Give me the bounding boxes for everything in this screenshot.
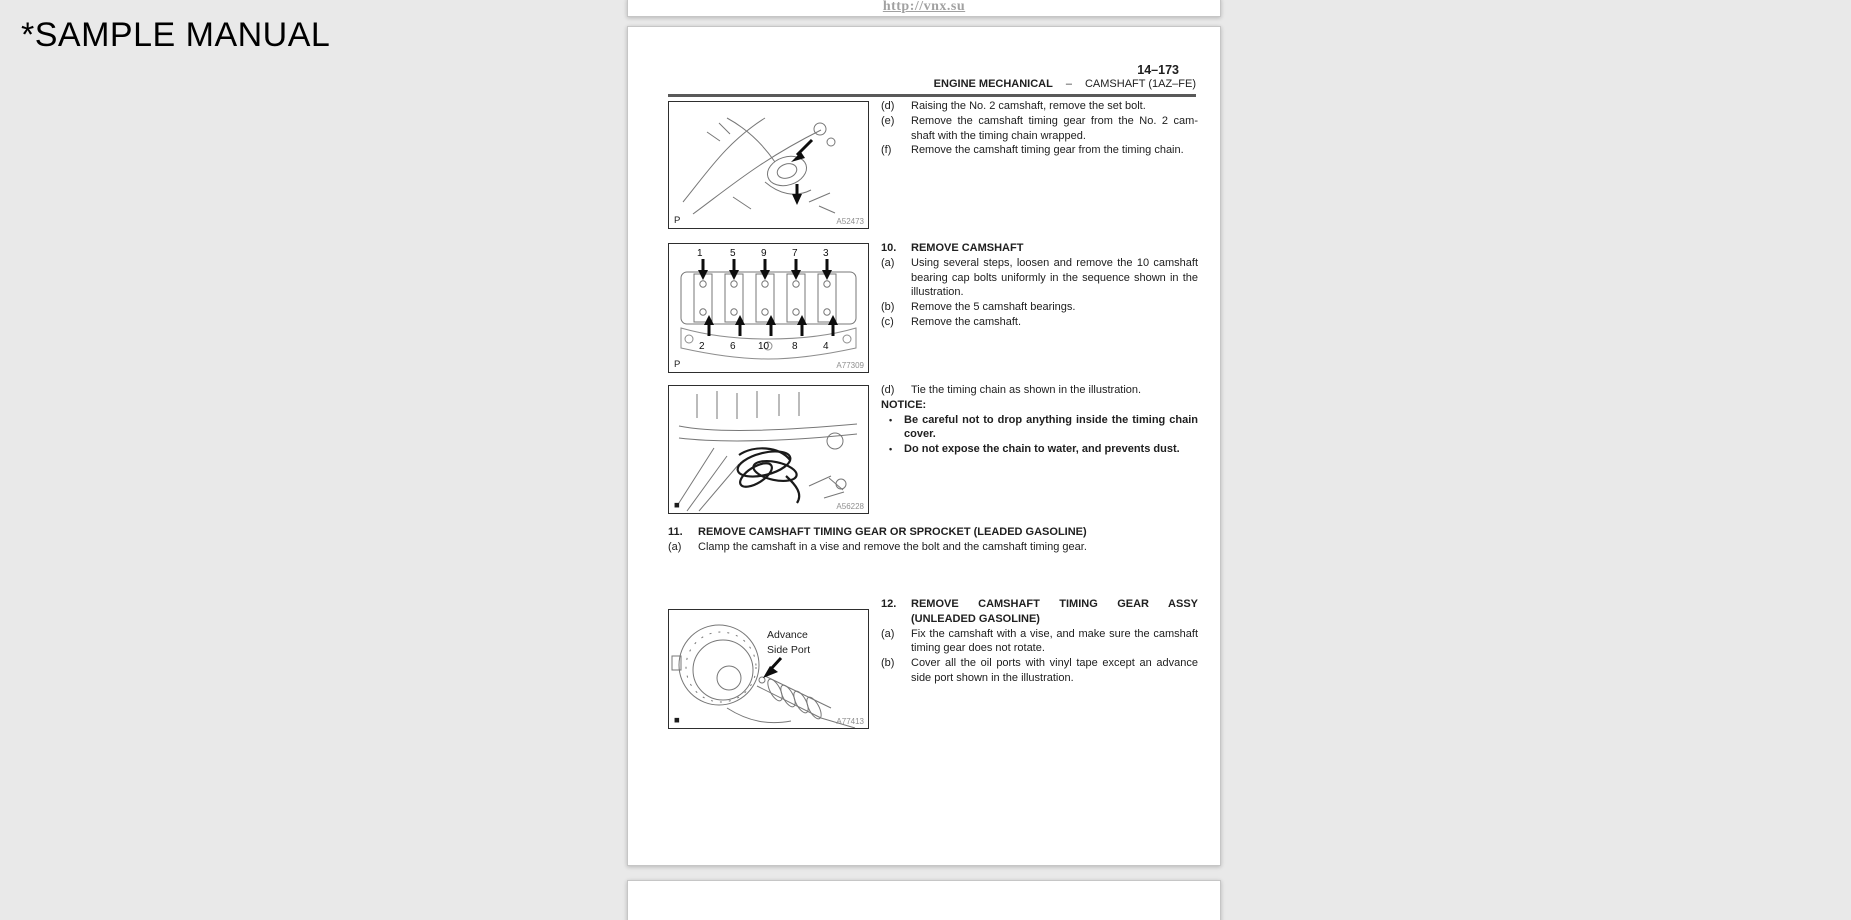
- step-item: [668, 540, 1198, 555]
- bolt-number: 3: [823, 248, 829, 259]
- bolt-number: 2: [699, 341, 705, 352]
- section-number: 10.: [881, 242, 897, 254]
- section-heading: [881, 241, 1198, 256]
- step-text: Remove the camshaft.: [911, 315, 1022, 328]
- watermark-link[interactable]: http://vnx.su: [882, 0, 966, 14]
- step-text: Remove the camshaft timing gear from the timing chain.: [911, 144, 1184, 157]
- notice-bullet: [881, 442, 1198, 457]
- header-subsection: CAMSHAFT (1AZ–FE): [1084, 78, 1196, 90]
- bullet-mark: •: [889, 414, 893, 425]
- section-title: REMOVE CAMSHAFT TIMING GEAR ASSY (UNLEADED GASOLINE): [911, 598, 1198, 625]
- advance-label-line1: Advance: [767, 629, 808, 641]
- step-item: [881, 383, 1198, 398]
- bolt-number: 4: [823, 341, 829, 352]
- figure-code: A77413: [836, 717, 864, 726]
- step-item: [881, 627, 1198, 657]
- step-item: [881, 143, 1198, 158]
- step-text: Tie the timing chain as shown in the illustration.: [911, 384, 1142, 396]
- page-header: [668, 77, 1196, 97]
- notice-bullet: [881, 413, 1198, 443]
- previous-page-bottom: [627, 0, 1221, 17]
- step-text: Cover all the oil ports with vinyl tape except an advance side port shown in the illustration.: [911, 657, 1198, 684]
- page-number: 14–173: [1137, 63, 1179, 77]
- step-label: (a): [881, 627, 895, 640]
- section-12-block: [881, 597, 1198, 686]
- figure-advance-side-port: [668, 609, 869, 729]
- figure-corner-mark: P: [674, 215, 681, 226]
- sample-manual-watermark: *SAMPLE MANUAL: [21, 16, 331, 54]
- bolt-number: 6: [730, 341, 736, 352]
- figure-bolt-sequence: [668, 243, 869, 373]
- bullet-text: Be careful not to drop anything inside the timing chain cover.: [904, 413, 1198, 441]
- step-label: (f): [881, 144, 892, 157]
- step-item: [881, 256, 1198, 300]
- bullet-mark: •: [889, 444, 893, 455]
- step-text: Using several steps, loosen and remove the 10 camshaft bearing cap bolts uniformly in the sequence shown in the illustration.: [911, 256, 1198, 299]
- bolt-number: 8: [792, 341, 798, 352]
- step-label: (d): [881, 384, 895, 396]
- header-section: ENGINE MECHANICAL: [933, 78, 1053, 90]
- section-title: REMOVE CAMSHAFT: [911, 242, 1024, 254]
- figure-corner-mark: ■: [674, 715, 680, 726]
- bolt-number: 5: [730, 248, 736, 259]
- step-text: Fix the camshaft with a vise, and make sure the camshaft timing gear does not rotate.: [911, 627, 1198, 655]
- next-page-top: [627, 880, 1221, 920]
- step-text: Clamp the camshaft in a vise and remove the bolt and the camshaft timing gear.: [698, 540, 1087, 553]
- steps-def-block: [881, 99, 1198, 158]
- figure-code: A52473: [836, 217, 864, 226]
- document-column: [627, 0, 1221, 920]
- step-text: Remove the 5 camshaft bearings.: [911, 301, 1076, 314]
- section-number: 12.: [881, 598, 897, 610]
- bolt-number: 9: [761, 248, 767, 259]
- manual-page: [627, 26, 1221, 866]
- section-title: REMOVE CAMSHAFT TIMING GEAR OR SPROCKET (LEADED GASOLINE): [698, 526, 1087, 538]
- step-label: (b): [881, 657, 895, 670]
- section-heading: [881, 597, 1198, 627]
- notice-title: NOTICE:: [881, 398, 927, 411]
- step-label: (a): [881, 256, 895, 269]
- step-label: (d): [881, 100, 895, 112]
- step-text: Remove the camshaft timing gear from the No. 2 cam-shaft with the timing chain wrapped.: [911, 114, 1198, 142]
- step-item: [881, 99, 1198, 114]
- bolt-number: 10: [758, 341, 770, 352]
- step-item: [881, 114, 1198, 144]
- bolt-number: 1: [697, 248, 703, 259]
- figure-corner-mark: P: [674, 359, 681, 370]
- notice-block: [881, 383, 1198, 457]
- advance-label-line2: Side Port: [767, 644, 811, 656]
- step-label: (a): [668, 540, 682, 553]
- figure-corner-mark: ■: [674, 500, 680, 511]
- engine-chain-illustration: [669, 386, 868, 513]
- step-item: [881, 656, 1198, 686]
- section-heading: [668, 525, 1198, 540]
- bolt-number: 7: [792, 248, 798, 259]
- section-number: 11.: [668, 526, 683, 538]
- section-10-block: [881, 241, 1198, 330]
- step-label: (c): [881, 315, 894, 328]
- figure-camshaft-timing-gear: [668, 101, 869, 229]
- section-11-block: [668, 525, 1198, 555]
- engine-illustration: [669, 102, 868, 228]
- step-item: [881, 315, 1198, 330]
- step-item: [881, 300, 1198, 315]
- timing-gear-illustration: [669, 610, 868, 728]
- step-label: (e): [881, 114, 895, 127]
- bullet-text: Do not expose the chain to water, and prevents dust.: [904, 443, 1180, 456]
- figure-code: A77309: [836, 361, 864, 370]
- step-text: Raising the No. 2 camshaft, remove the set bolt.: [911, 100, 1146, 112]
- figure-code: A56228: [836, 502, 864, 511]
- step-label: (b): [881, 301, 895, 314]
- cylinder-head-illustration: [669, 244, 868, 372]
- header-dash: –: [1065, 78, 1072, 90]
- figure-timing-chain-tied: [668, 385, 869, 514]
